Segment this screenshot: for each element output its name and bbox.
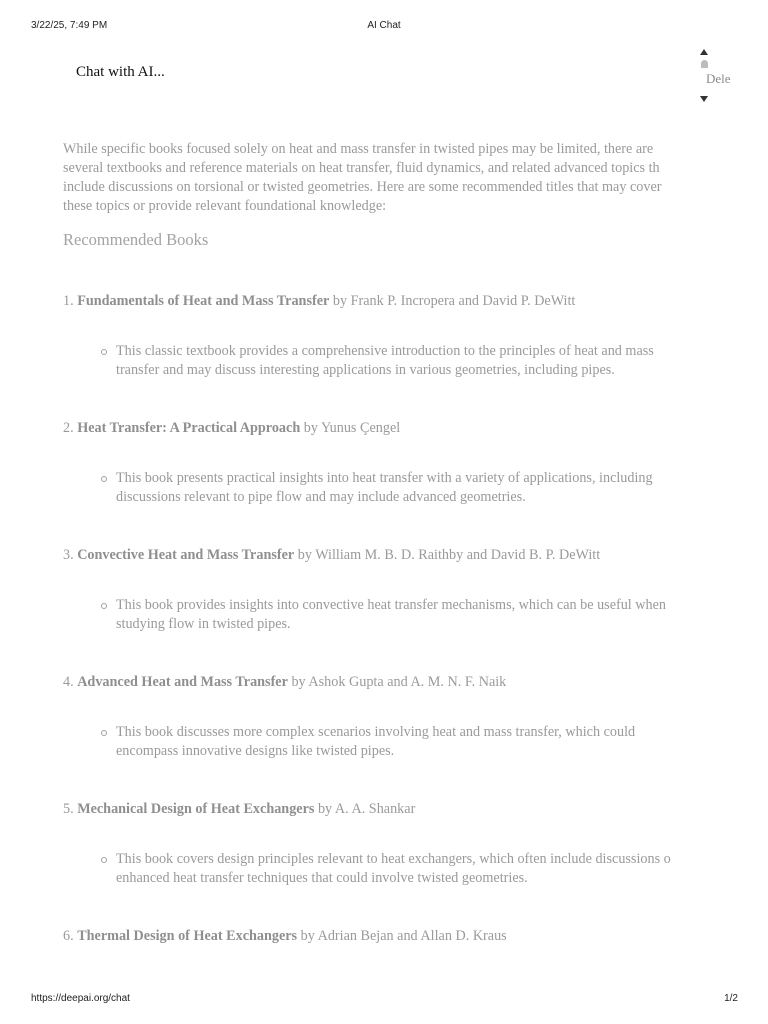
description-line: transfer and may discuss interesting applications in various geometries, including pipes.: [116, 362, 615, 378]
intro-line: include discussions on torsional or twisted geometries. Here are some recommended titles that may cover: [63, 179, 662, 195]
description-line: This book provides insights into convective heat transfer mechanisms, which can be useful when: [116, 597, 667, 613]
list-item: [63, 673, 735, 761]
scroll-thumb[interactable]: [701, 60, 708, 68]
book-line: [63, 292, 735, 311]
section-heading: Recommended Books: [63, 230, 209, 249]
intro-line: several textbooks and reference materials on heat transfer, fluid dynamics, and related advanced topics th: [63, 160, 660, 176]
book-number: 5.: [63, 801, 74, 817]
book-description: [63, 723, 735, 761]
book-number: 4.: [63, 674, 74, 690]
book-title: Mechanical Design of Heat Exchangers: [77, 801, 315, 817]
delete-button[interactable]: Dele: [706, 71, 731, 86]
circle-bullet-icon: [101, 476, 107, 482]
print-footer: [0, 993, 768, 1007]
description-line: This book covers design principles relevant to heat exchangers, which often include discussions o: [116, 851, 671, 867]
book-title: Heat Transfer: A Practical Approach: [77, 420, 301, 436]
list-item: [63, 419, 735, 507]
intro-paragraph: [63, 140, 735, 216]
book-description: [63, 342, 735, 380]
book-authors: by A. A. Shankar: [314, 801, 416, 817]
chat-response: [63, 140, 735, 946]
book-line: [63, 546, 735, 565]
book-title: Convective Heat and Mass Transfer: [77, 547, 295, 563]
book-line: [63, 800, 735, 819]
book-line: [63, 673, 735, 692]
book-authors: by Ashok Gupta and A. M. N. F. Naik: [287, 674, 507, 690]
book-authors: by Yunus Çengel: [300, 420, 401, 436]
intro-line: While specific books focused solely on heat and mass transfer in twisted pipes may be limited, there are: [63, 141, 654, 157]
book-title: Advanced Heat and Mass Transfer: [77, 674, 288, 690]
book-title: Fundamentals of Heat and Mass Transfer: [77, 293, 330, 309]
print-url: https://deepai.org/chat: [31, 993, 130, 1004]
circle-bullet-icon: [101, 857, 107, 863]
book-description: [63, 469, 735, 507]
description-line: enhanced heat transfer techniques that could involve twisted geometries.: [116, 870, 528, 886]
print-page-title: AI Chat: [367, 20, 401, 31]
list-item: [63, 800, 735, 888]
book-number: 6.: [63, 928, 74, 944]
description-line: This book discusses more complex scenarios involving heat and mass transfer, which could: [116, 724, 636, 740]
book-list: [63, 292, 735, 946]
chat-title: Chat with AI...: [76, 64, 165, 80]
book-number: 3.: [63, 547, 74, 563]
book-title: Thermal Design of Heat Exchangers: [77, 928, 298, 944]
book-authors: by William M. B. D. Raithby and David B. P. DeWitt: [294, 547, 601, 563]
book-description: [63, 850, 735, 888]
description-line: studying flow in twisted pipes.: [116, 616, 291, 632]
print-datetime: 3/22/25, 7:49 PM: [31, 20, 108, 31]
book-line: [63, 419, 735, 438]
book-authors: by Frank P. Incropera and David P. DeWitt: [329, 293, 576, 309]
book-number: 2.: [63, 420, 74, 436]
intro-line: these topics or provide relevant foundational knowledge:: [63, 198, 387, 214]
book-number: 1.: [63, 293, 74, 309]
circle-bullet-icon: [101, 730, 107, 736]
list-item: [63, 546, 735, 634]
scroll-down-arrow-icon[interactable]: [700, 96, 708, 102]
book-description: [63, 596, 735, 634]
description-line: This book presents practical insights into heat transfer with a variety of applications, including: [116, 470, 653, 486]
circle-bullet-icon: [101, 349, 107, 355]
print-header: [0, 20, 768, 34]
list-item: [63, 292, 735, 380]
list-item: [63, 927, 735, 946]
book-line: [63, 927, 735, 946]
description-line: encompass innovative designs like twisted pipes.: [116, 743, 395, 759]
circle-bullet-icon: [101, 603, 107, 609]
description-line: This classic textbook provides a comprehensive introduction to the principles of heat and mass: [116, 343, 654, 359]
description-line: discussions relevant to pipe flow and may include advanced geometries.: [116, 489, 526, 505]
book-authors: by Adrian Bejan and Allan D. Kraus: [297, 928, 507, 944]
print-page-number: 1/2: [724, 993, 738, 1004]
scroll-up-arrow-icon[interactable]: [700, 49, 708, 55]
